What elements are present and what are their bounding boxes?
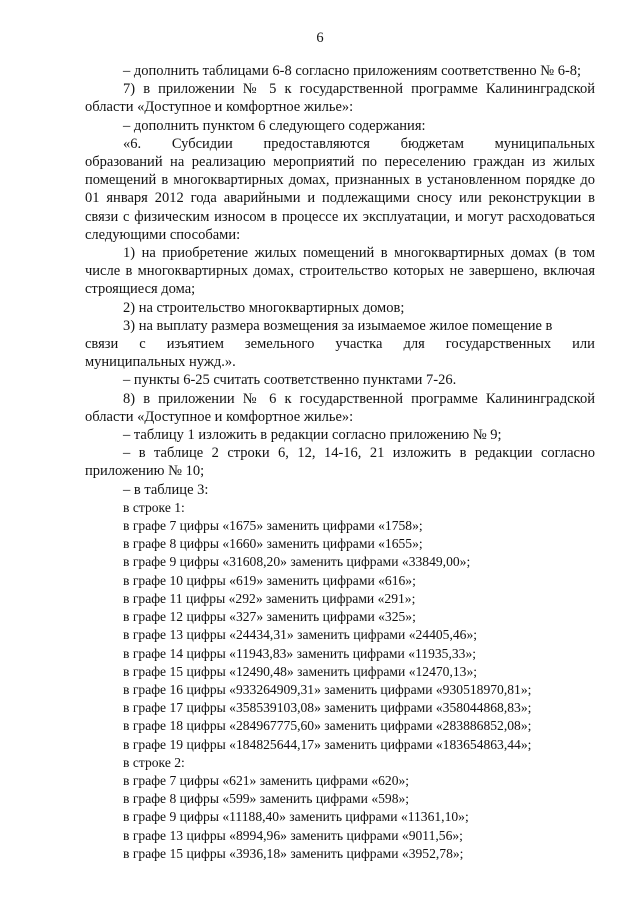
method-3-word: изъятием xyxy=(166,336,224,353)
paragraph-table-2: – в таблице 2 строки 6, 12, 14-16, 21 изложить в редакции согласно приложению № 10; xyxy=(85,445,595,480)
item-6-text: образований на реализацию мероприятий по переселению граждан из жилых помещений в многоквартирных домах, признанных в установленном порядке до 01 января 2012 года аварийными и подлежащими сносу или реконструкции в связи с физическим износом в процессе их эксплуатации, и могут расходоваться следующими способами: xyxy=(85,154,595,243)
list-item: в графе 8 цифры «1660» заменить цифрами «1655»; xyxy=(123,536,423,552)
item-6-word: бюджетам xyxy=(400,135,464,152)
list-item: в графе 18 цифры «284967775,60» заменить цифрами «283886852,08»; xyxy=(123,718,532,734)
list-item: в графе 9 цифры «31608,20» заменить цифрами «33849,00»; xyxy=(123,554,471,570)
method-3-word: или xyxy=(572,336,595,353)
paragraph-add-tables: – дополнить таблицами 6-8 согласно приложениям соответственно № 6-8; xyxy=(123,63,582,79)
paragraph-appendix-5: 7) в приложении № 5 к государственной программе Калининградской области «Доступное и комфортное жилье»: xyxy=(85,81,595,116)
list-item: в графе 11 цифры «292» заменить цифрами «291»; xyxy=(123,590,416,606)
row-2-heading: в строке 2: xyxy=(123,754,185,770)
list-item: в графе 9 цифры «11188,40» заменить цифрами «11361,10»; xyxy=(123,809,469,825)
method-3-word: для xyxy=(403,336,425,353)
list-item: в графе 14 цифры «11943,83» заменить цифрами «11935,33»; xyxy=(123,645,477,661)
list-item: в графе 15 цифры «12490,48» заменить цифрами «12470,13»; xyxy=(123,663,478,679)
row-1-heading: в строке 1: xyxy=(123,499,185,515)
list-item: в графе 15 цифры «3936,18» заменить цифрами «3952,78»; xyxy=(123,845,464,861)
list-item: в графе 16 цифры «933264909,31» заменить цифрами «930518970,81»; xyxy=(123,681,532,697)
item-6-word: муниципальных xyxy=(494,135,595,152)
document-body xyxy=(85,62,595,863)
list-item: в графе 10 цифры «619» заменить цифрами «616»; xyxy=(123,572,416,588)
paragraph-appendix-6: 8) в приложении № 6 к государственной программе Калининградской области «Доступное и комфортное жилье»: xyxy=(85,390,595,425)
row-1-list xyxy=(85,517,595,754)
method-3-word: связи xyxy=(85,336,119,353)
item-6-word: «6. xyxy=(123,135,142,152)
list-item: в графе 13 цифры «8994,96» заменить цифрами «9011,56»; xyxy=(123,827,463,843)
list-item: в графе 17 цифры «358539103,08» заменить цифрами «358044868,83»; xyxy=(123,700,532,716)
method-1: 1) на приобретение жилых помещений в многоквартирных домах (в том числе в многоквартирных домах, строительство которых не завершено, включая строящиеся дома; xyxy=(85,245,595,298)
method-3-word: участка xyxy=(335,336,383,353)
paragraph-table-3: – в таблице 3: xyxy=(123,481,209,498)
method-3-first-line: 3) на выплату размера возмещения за изымаемое жилое помещение в xyxy=(123,317,553,334)
paragraph-table-1: – таблицу 1 изложить в редакции согласно приложению № 9; xyxy=(123,427,502,444)
list-item: в графе 19 цифры «184825644,17» заменить цифрами «183654863,44»; xyxy=(123,736,532,752)
list-item: в графе 8 цифры «599» заменить цифрами «598»; xyxy=(123,791,410,807)
method-3-last-line: муниципальных нужд.». xyxy=(85,354,236,371)
item-6-first-line xyxy=(85,135,595,153)
paragraph-renumber: – пункты 6-25 считать соответственно пунктами 7-26. xyxy=(123,372,457,389)
list-item: в графе 13 цифры «24434,31» заменить цифрами «24405,46»; xyxy=(123,627,478,643)
method-3-word: земельного xyxy=(244,336,315,353)
method-3-word: с xyxy=(139,336,146,353)
item-6-word: предоставляются xyxy=(263,135,370,152)
method-2: 2) на строительство многоквартирных домов; xyxy=(123,299,405,316)
row-2-list xyxy=(85,772,595,863)
list-item: в графе 12 цифры «327» заменить цифрами «325»; xyxy=(123,609,416,625)
paragraph-add-item-6: – дополнить пунктом 6 следующего содержания: xyxy=(123,117,426,134)
method-3-second-line xyxy=(85,335,595,353)
table-3-changes xyxy=(85,499,595,863)
page-number: 6 xyxy=(316,30,324,46)
method-3-word: государственных xyxy=(445,336,552,353)
list-item: в графе 7 цифры «621» заменить цифрами «620»; xyxy=(123,772,410,788)
item-6-word: Субсидии xyxy=(171,135,233,152)
list-item: в графе 7 цифры «1675» заменить цифрами «1758»; xyxy=(123,518,423,534)
